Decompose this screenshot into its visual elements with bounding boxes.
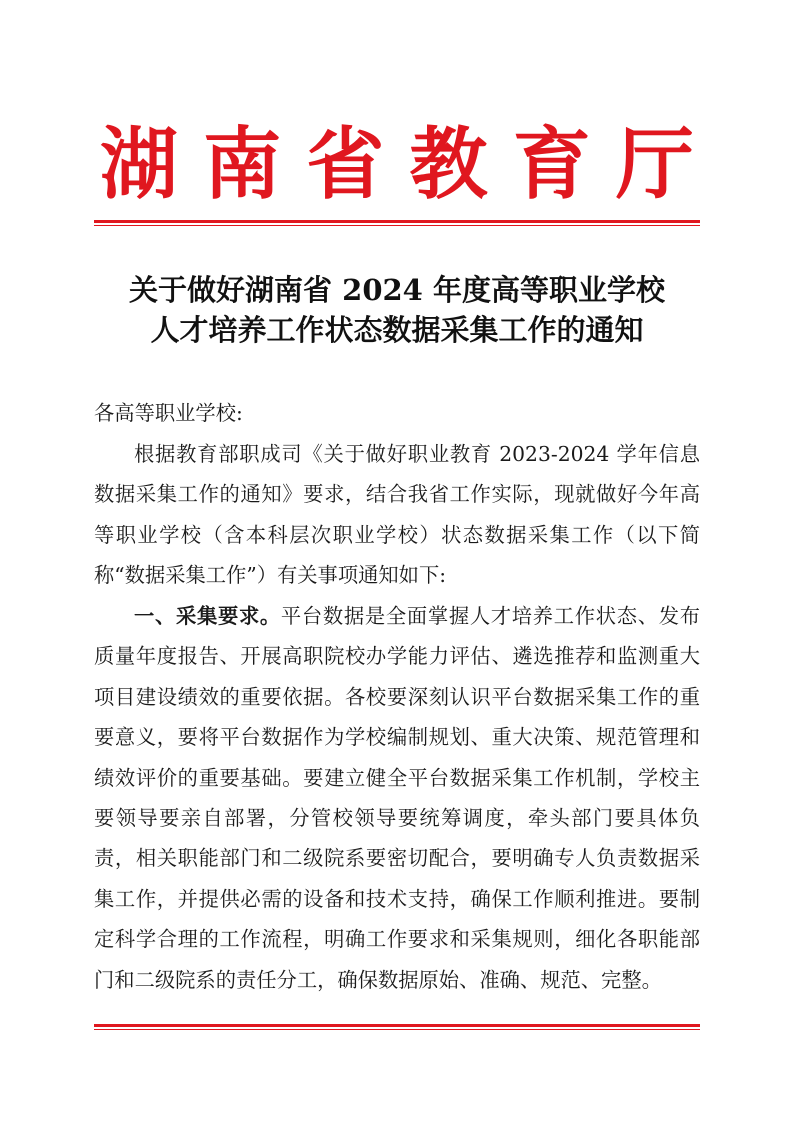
title-line-1: 关于做好湖南省 2024 年度高等职业学校 [129, 273, 665, 307]
masthead-divider-thick [94, 220, 700, 223]
masthead-char: 厅 [615, 119, 694, 210]
masthead-char: 教 [409, 119, 488, 210]
title-line-2: 人才培养工作状态数据采集工作的通知 [150, 313, 644, 347]
masthead-char: 育 [512, 119, 591, 210]
masthead-char: 南 [203, 119, 282, 210]
salutation: 各高等职业学校: [94, 401, 243, 425]
section-body: 平台数据是全面掌握人才培养工作状态、发布质量年度报告、开展高职院校办学能力评估、遴选推荐和监测重大项目建设绩效的重要依据。各校要深刻认识平台数据采集工作的重要意义，要将平台数据作为学校编制规划、重大决策、规范管理和绩效评价的重要基础。要建立健全平台数据采集工作机制，学校主要领导要亲自部署，分管校领导要统筹调度，牵头部门要具体负责，相关职能部门和二级院系要密切配合，要明确专人负责数据采集工作，并提供必需的设备和技术支持，确保工作顺利推进。要制定科学合理的工作流程，明确工作要求和采集规则，细化各职能部门和二级院系的责任分工，确保数据原始、准确、规范、完整。 [94, 604, 700, 992]
paragraph-requirements [94, 596, 700, 1000]
masthead-title [94, 120, 700, 210]
footer-divider-thin [94, 1029, 700, 1030]
paragraph-intro: 根据教育部职成司《关于做好职业教育 2023-2024 学年信息数据采集工作的通知》要求，结合我省工作实际，现就做好今年高等职业学校（含本科层次职业学校）状态数据采集工作（以下简称“数据采集工作”）有关事项通知如下: [94, 442, 700, 588]
masthead-divider-thin [94, 225, 700, 226]
document-title [94, 270, 700, 350]
masthead-char: 省 [306, 119, 385, 210]
masthead-char: 湖 [99, 119, 178, 210]
section-heading: 一、采集要求。 [134, 604, 281, 628]
footer-divider-thick [94, 1024, 700, 1027]
